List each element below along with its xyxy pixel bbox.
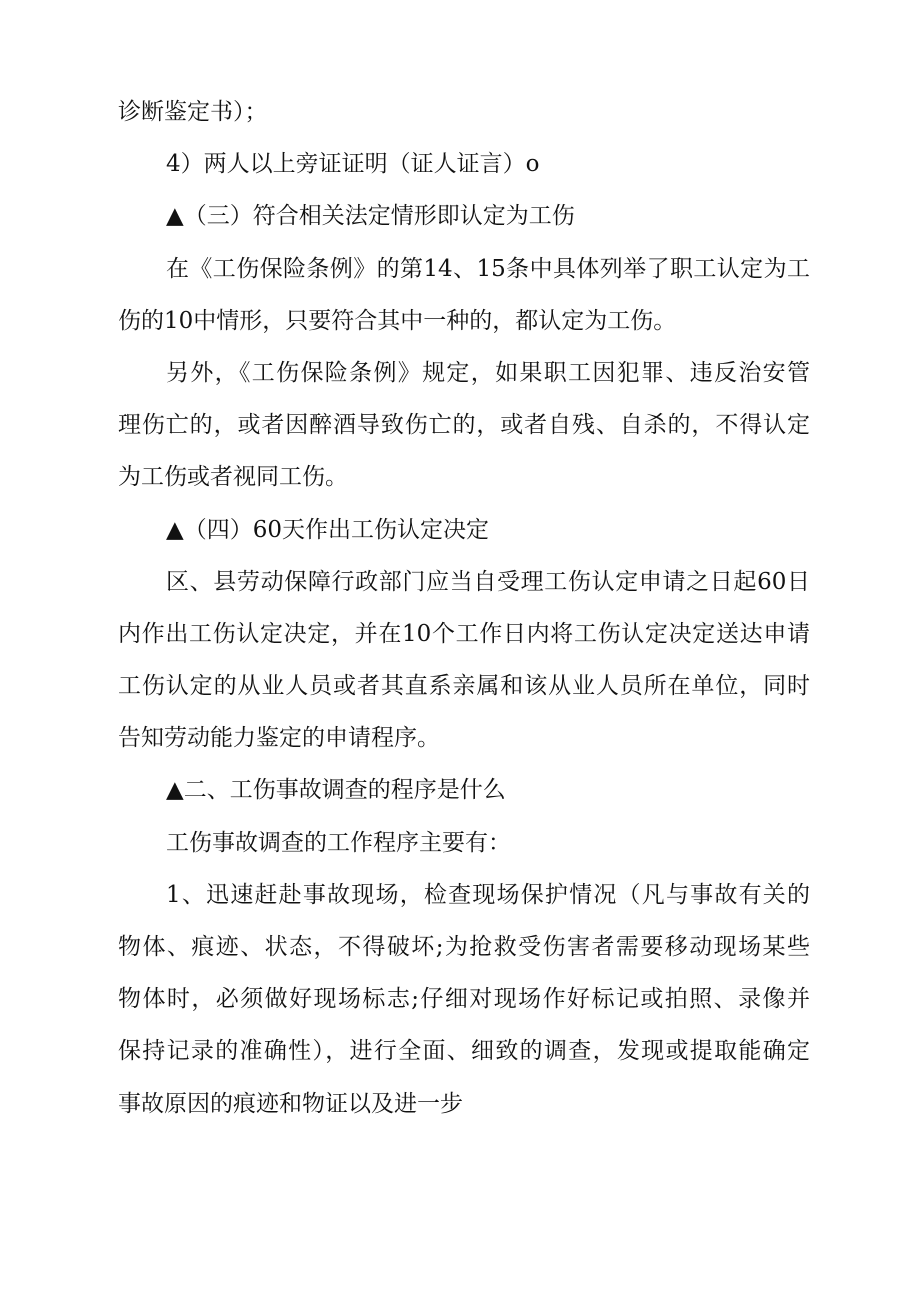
text-line-8: 为工伤或者视同工伤。	[118, 464, 348, 491]
text-line-5: 伤的10中情形，只要符合其中一种的，都认定为工伤。	[118, 307, 677, 334]
text-line-15: 工伤事故调查的工作程序主要有：	[166, 829, 511, 856]
text-line-13: 告知劳动能力鉴定的申请程序。	[118, 725, 440, 752]
text-line-12: 工伤认定的从业人员或者其直系亲属和该从业人员所在单位，同时	[118, 673, 810, 700]
text-line-20: 事故原因的痕迹和物证以及进一步	[118, 1090, 463, 1117]
text-line-19: 保持记录的准确性），进行全面、细致的调查，发现或提取能确定	[118, 1038, 810, 1065]
section-heading-3: ▲（三）符合相关法定情形即认定为工伤	[166, 203, 575, 230]
document-body	[118, 86, 810, 1130]
text-line-11: 内作出工伤认定决定，并在10个工作日内将工伤认定决定送达申请	[118, 620, 810, 647]
section-heading-4: ▲（四）60天作出工伤认定决定	[166, 516, 489, 543]
text-line-16: 1、迅速赶赴事故现场，检查现场保护情况（凡与事故有关的	[166, 881, 810, 908]
text-line-17: 物体、痕迹、状态，不得破坏;为抢救受伤害者需要移动现场某些	[118, 934, 810, 960]
text-line-2: 4）两人以上旁证证明（证人证言）o	[166, 151, 540, 178]
text-line-1: 诊断鉴定书）；	[118, 99, 268, 125]
text-line-6: 另外，《工伤保险条例》规定，如果职工因犯罪、违反治安管	[166, 359, 810, 386]
section-heading-2: ▲二、工伤事故调查的程序是什么	[166, 777, 506, 804]
text-line-4: 在《工伤保险条例》的第14、15条中具体列举了职工认定为工	[166, 255, 810, 282]
text-line-18: 物体时，必须做好现场标志;仔细对现场作好标记或拍照、录像并	[118, 986, 810, 1013]
text-line-10: 区、县劳动保障行政部门应当自受理工伤认定申请之日起60日	[166, 568, 810, 595]
text-line-7: 理伤亡的，或者因醉酒导致伤亡的，或者自残、自杀的，不得认定	[118, 412, 810, 439]
